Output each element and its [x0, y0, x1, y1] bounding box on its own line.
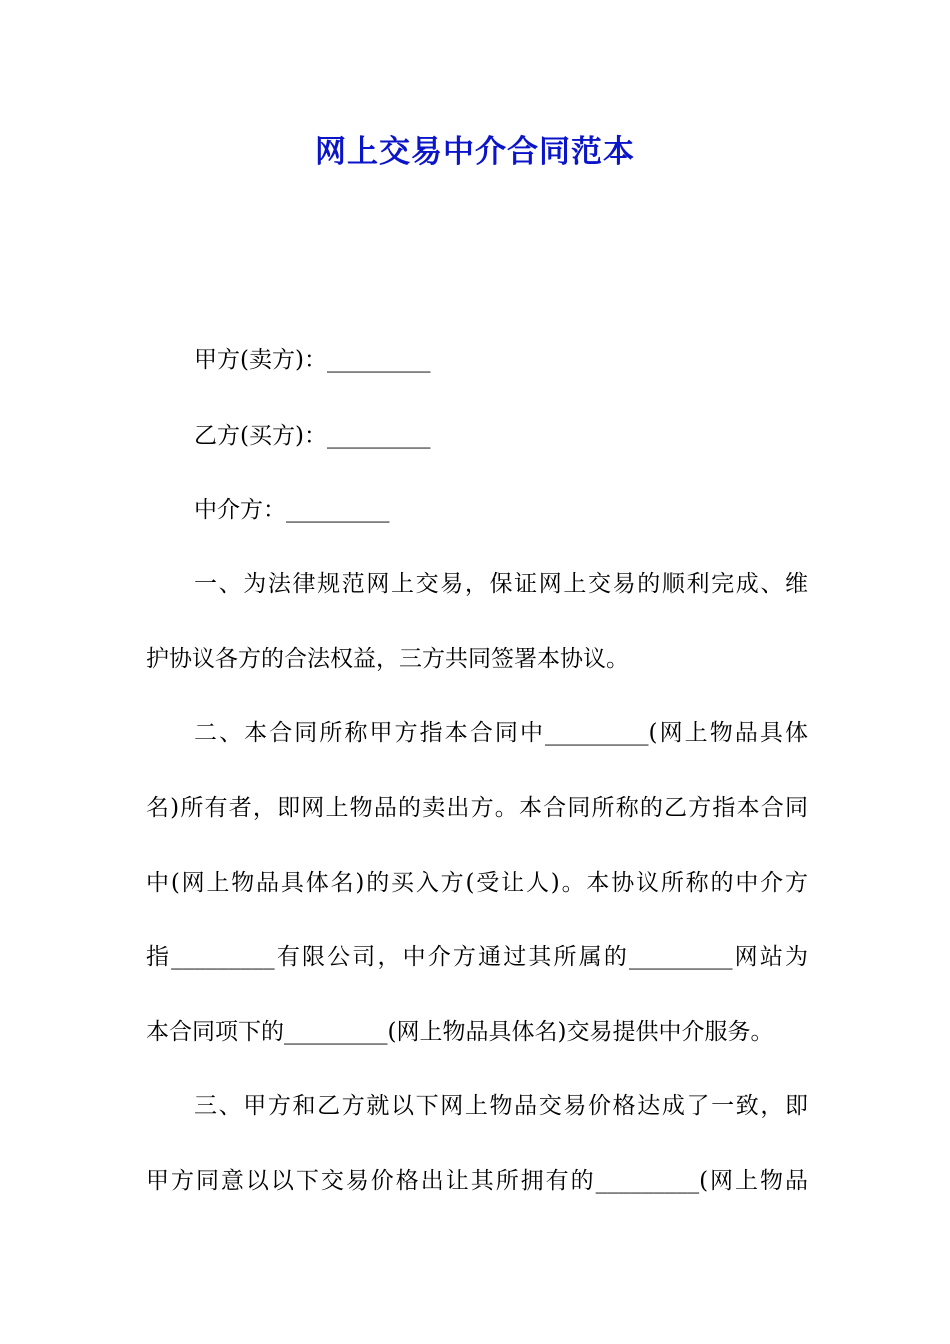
clause-2-line-2: 名)所有者，即网上物品的卖出方。本合同所称的乙方指本合同	[146, 795, 808, 821]
party-a-line: 甲方(卖方)：_________	[194, 347, 431, 373]
clause-2-line-3: 中(网上物品具体名)的买入方(受让人)。本协议所称的中介方	[146, 870, 808, 896]
clause-1-line-2: 护协议各方的合法权益，三方共同签署本协议。	[146, 646, 629, 672]
clause-3-line-2: 甲方同意以以下交易价格出让其所拥有的_________(网上物品	[146, 1168, 808, 1194]
intermediary-line: 中介方：_________	[194, 497, 390, 523]
clause-3-line-1: 三、甲方和乙方就以下网上物品交易价格达成了一致，即	[194, 1093, 808, 1119]
clause-2-line-5: 本合同项下的_________(网上物品具体名)交易提供中介服务。	[146, 1019, 774, 1045]
clause-2-line-4: 指_________有限公司，中介方通过其所属的_________网站为	[146, 944, 808, 970]
clause-1-line-1: 一、为法律规范网上交易，保证网上交易的顺利完成、维	[194, 571, 808, 597]
document-title: 网上交易中介合同范本	[315, 134, 635, 170]
party-b-line: 乙方(买方)：_________	[194, 423, 431, 449]
clause-2-line-1: 二、本合同所称甲方指本合同中_________(网上物品具体	[194, 720, 808, 746]
